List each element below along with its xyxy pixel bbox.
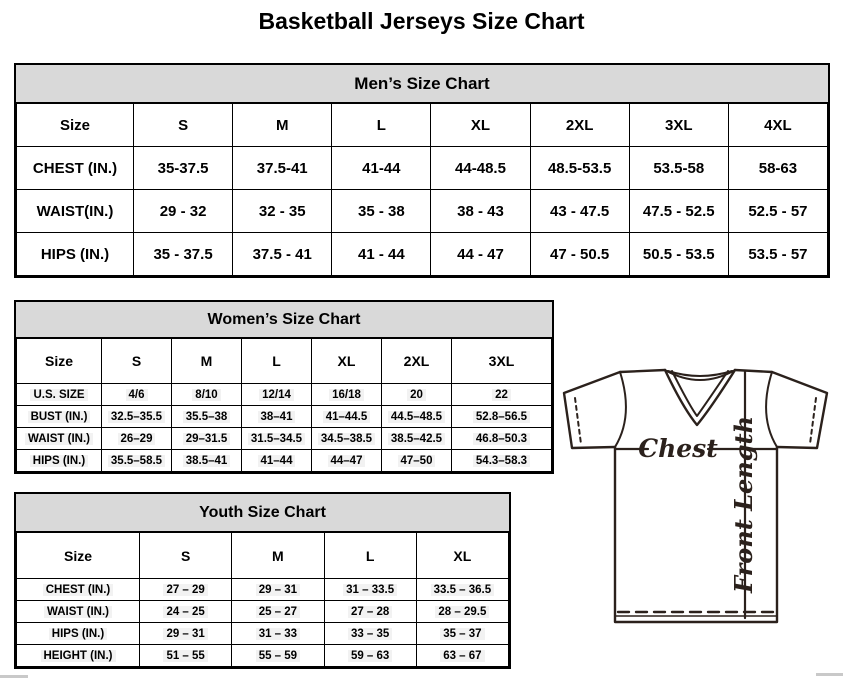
youth-cell [416,601,508,623]
mens-row-header [17,190,134,233]
womens-column-header: Size [17,339,102,384]
mens-row-header [17,233,134,276]
youth-cell-value: 24 – 25 [163,606,207,618]
womens-cell-value: 44.5–48.5 [388,411,445,423]
womens-cell [382,384,452,406]
womens-cell [102,406,172,428]
mens-row-label: WAIST(IN.) [36,202,114,220]
scrollbar-fragment-left[interactable] [0,675,28,678]
womens-cell [452,384,552,406]
youth-column-header: XL [416,533,508,579]
mens-column-header: XL [431,104,530,147]
youth-cell-value: 28 – 29.5 [435,606,489,618]
youth-cell-value: 35 – 37 [440,628,484,640]
front-length-measure-label: Front Length [729,415,758,593]
mens-row-header [17,147,134,190]
mens-cell-value: 44-48.5 [455,159,506,177]
womens-cell [172,450,242,472]
youth-table [16,532,509,667]
youth-cell-value: 59 – 63 [348,650,392,662]
mens-cell-value: 44 - 47 [457,245,504,263]
womens-cell [452,428,552,450]
youth-chart-title: Youth Size Chart [16,494,509,532]
womens-cell [312,406,382,428]
youth-cell [140,623,232,645]
womens-cell-value: 16/18 [329,389,364,401]
womens-cell-value: 52.8–56.5 [473,411,530,423]
womens-cell [242,406,312,428]
womens-table-row [17,428,552,450]
youth-cell-value: 55 – 59 [256,650,300,662]
mens-cell-value: 50.5 - 53.5 [642,245,715,263]
mens-cell [431,233,530,276]
womens-size-chart [14,300,554,474]
womens-cell [312,384,382,406]
youth-cell-value: 33 – 35 [348,628,392,640]
womens-cell-value: 54.3–58.3 [473,455,530,467]
mens-column-header: M [233,104,332,147]
mens-cell-value: 47.5 - 52.5 [642,202,715,220]
youth-cell-value: 31 – 33 [256,628,300,640]
page-title: Basketball Jerseys Size Chart [258,8,585,34]
womens-table-row [17,406,552,428]
mens-cell [629,233,728,276]
womens-cell-value: 4/6 [126,389,148,401]
womens-chart-title: Women’s Size Chart [16,302,552,338]
womens-cell [312,428,382,450]
mens-chart-title: Men’s Size Chart [16,65,828,103]
womens-cell [382,450,452,472]
youth-cell [324,645,416,667]
youth-cell-value: 51 – 55 [163,650,207,662]
womens-header-row [17,339,552,384]
youth-cell-value: 63 – 67 [440,650,484,662]
mens-cell [134,233,233,276]
womens-table-row [17,384,552,406]
youth-cell-value: 25 – 27 [256,606,300,618]
youth-cell [140,579,232,601]
mens-cell [629,147,728,190]
womens-row-header [17,384,102,406]
womens-cell-value: 8/10 [192,389,220,401]
youth-table-row [17,645,509,667]
womens-cell-value: 32.5–35.5 [108,411,165,423]
youth-cell [140,645,232,667]
mens-cell [134,147,233,190]
youth-table-row [17,623,509,645]
mens-cell [530,233,629,276]
mens-cell-value: 37.5-41 [256,159,308,177]
youth-cell-value: 29 – 31 [256,584,300,596]
mens-cell [728,190,827,233]
youth-row-header [17,645,140,667]
youth-row-header [17,601,140,623]
mens-cell-value: 32 - 35 [258,202,306,220]
mens-cell [629,190,728,233]
womens-column-header: XL [312,339,382,384]
mens-cell [332,147,431,190]
womens-cell-value: 38–41 [258,411,296,423]
womens-cell [452,450,552,472]
mens-cell-value: 29 - 32 [159,202,207,220]
mens-cell-value: 37.5 - 41 [252,245,312,263]
youth-cell [232,601,324,623]
mens-cell [233,190,332,233]
womens-cell [242,450,312,472]
womens-row-header [17,406,102,428]
womens-cell [452,406,552,428]
youth-header-row [17,533,509,579]
womens-cell-value: 38.5–41 [183,455,231,467]
mens-cell [134,190,233,233]
womens-cell-value: 29–31.5 [183,433,231,445]
mens-cell [233,147,332,190]
womens-cell-value: 22 [492,389,511,401]
jersey-outline-paths [564,370,827,622]
mens-column-header: L [332,104,431,147]
mens-cell-value: 48.5-53.5 [547,159,612,177]
youth-row-header [17,623,140,645]
womens-cell [312,450,382,472]
mens-cell [530,190,629,233]
womens-cell [102,428,172,450]
mens-cell-value: 35 - 38 [358,202,405,220]
womens-row-header [17,428,102,450]
mens-table [16,103,828,276]
youth-row-label: CHEST (IN.) [43,584,114,596]
youth-cell-value: 29 – 31 [163,628,207,640]
womens-column-header: S [102,339,172,384]
womens-cell-value: 34.5–38.5 [318,433,375,445]
youth-cell [324,601,416,623]
chest-measure-label: Chest [638,434,718,463]
mens-cell [233,233,332,276]
youth-cell [324,623,416,645]
womens-cell-value: 46.8–50.3 [473,433,530,445]
youth-column-header: L [324,533,416,579]
womens-row-header [17,450,102,472]
youth-size-chart [14,492,511,669]
mens-table-row [17,147,828,190]
mens-cell [431,147,530,190]
youth-cell [416,579,508,601]
youth-cell-value: 31 – 33.5 [343,584,397,596]
mens-cell-value: 41 - 44 [358,245,405,263]
mens-size-chart [14,63,830,278]
womens-table [16,338,552,472]
youth-cell [232,579,324,601]
womens-cell [242,384,312,406]
mens-cell-value: 35-37.5 [157,159,209,177]
womens-row-label: BUST (IN.) [28,411,91,423]
womens-column-header: 2XL [382,339,452,384]
womens-cell-value: 44–47 [328,455,366,467]
womens-cell-value: 35.5–38 [183,411,231,423]
youth-row-label: HIPS (IN.) [49,628,107,640]
womens-table-row [17,450,552,472]
womens-cell-value: 35.5–58.5 [108,455,165,467]
womens-cell [172,406,242,428]
mens-cell-value: 43 - 47.5 [550,202,610,220]
youth-cell-value: 27 – 28 [348,606,392,618]
mens-cell [332,190,431,233]
mens-cell-value: 35 - 37.5 [153,245,213,263]
womens-cell-value: 41–44.5 [323,411,371,423]
mens-cell [728,233,827,276]
youth-cell [232,623,324,645]
mens-cell-value: 53.5 - 57 [748,245,808,263]
womens-cell [242,428,312,450]
mens-row-label: CHEST (IN.) [32,159,118,177]
youth-row-label: WAIST (IN.) [44,606,112,618]
mens-cell [530,147,629,190]
mens-column-header: 3XL [629,104,728,147]
womens-cell [382,406,452,428]
youth-column-header: S [140,533,232,579]
mens-column-header: 2XL [530,104,629,147]
mens-table-row [17,190,828,233]
youth-column-header: M [232,533,324,579]
mens-table-row [17,233,828,276]
womens-column-header: L [242,339,312,384]
youth-table-row [17,579,509,601]
youth-cell [140,601,232,623]
mens-cell-value: 47 - 50.5 [550,245,610,263]
mens-cell-value: 41-44 [362,159,401,177]
mens-cell-value: 58-63 [758,159,798,177]
womens-column-header: M [172,339,242,384]
womens-cell [172,428,242,450]
mens-cell-value: 52.5 - 57 [748,202,808,220]
womens-row-label: U.S. SIZE [30,389,87,401]
youth-cell [324,579,416,601]
youth-row-label: HEIGHT (IN.) [41,650,116,662]
womens-row-label: HIPS (IN.) [30,455,88,467]
youth-cell [416,645,508,667]
mens-row-label: HIPS (IN.) [40,245,110,263]
mens-cell-value: 53.5-58 [653,159,705,177]
mens-cell [728,147,827,190]
mens-column-header: Size [17,104,134,147]
mens-header-row [17,104,828,147]
womens-cell [102,384,172,406]
womens-cell-value: 20 [407,389,426,401]
womens-cell [102,450,172,472]
mens-column-header: S [134,104,233,147]
womens-column-header: 3XL [452,339,552,384]
youth-column-header: Size [17,533,140,579]
scrollbar-fragment-right[interactable] [816,673,843,676]
womens-cell [382,428,452,450]
womens-cell [172,384,242,406]
youth-cell [416,623,508,645]
womens-row-label: WAIST (IN.) [25,433,93,445]
womens-cell-value: 31.5–34.5 [248,433,305,445]
mens-cell-value: 38 - 43 [457,202,504,220]
womens-cell-value: 38.5–42.5 [388,433,445,445]
mens-cell [431,190,530,233]
mens-cell [332,233,431,276]
womens-cell-value: 47–50 [398,455,436,467]
womens-cell-value: 41–44 [258,455,296,467]
jersey-diagram [556,360,843,632]
youth-cell-value: 27 – 29 [163,584,207,596]
youth-table-row [17,601,509,623]
youth-cell [232,645,324,667]
womens-cell-value: 12/14 [259,389,294,401]
womens-cell-value: 26–29 [118,433,156,445]
youth-cell-value: 33.5 – 36.5 [431,584,495,596]
youth-row-header [17,579,140,601]
mens-column-header: 4XL [728,104,827,147]
